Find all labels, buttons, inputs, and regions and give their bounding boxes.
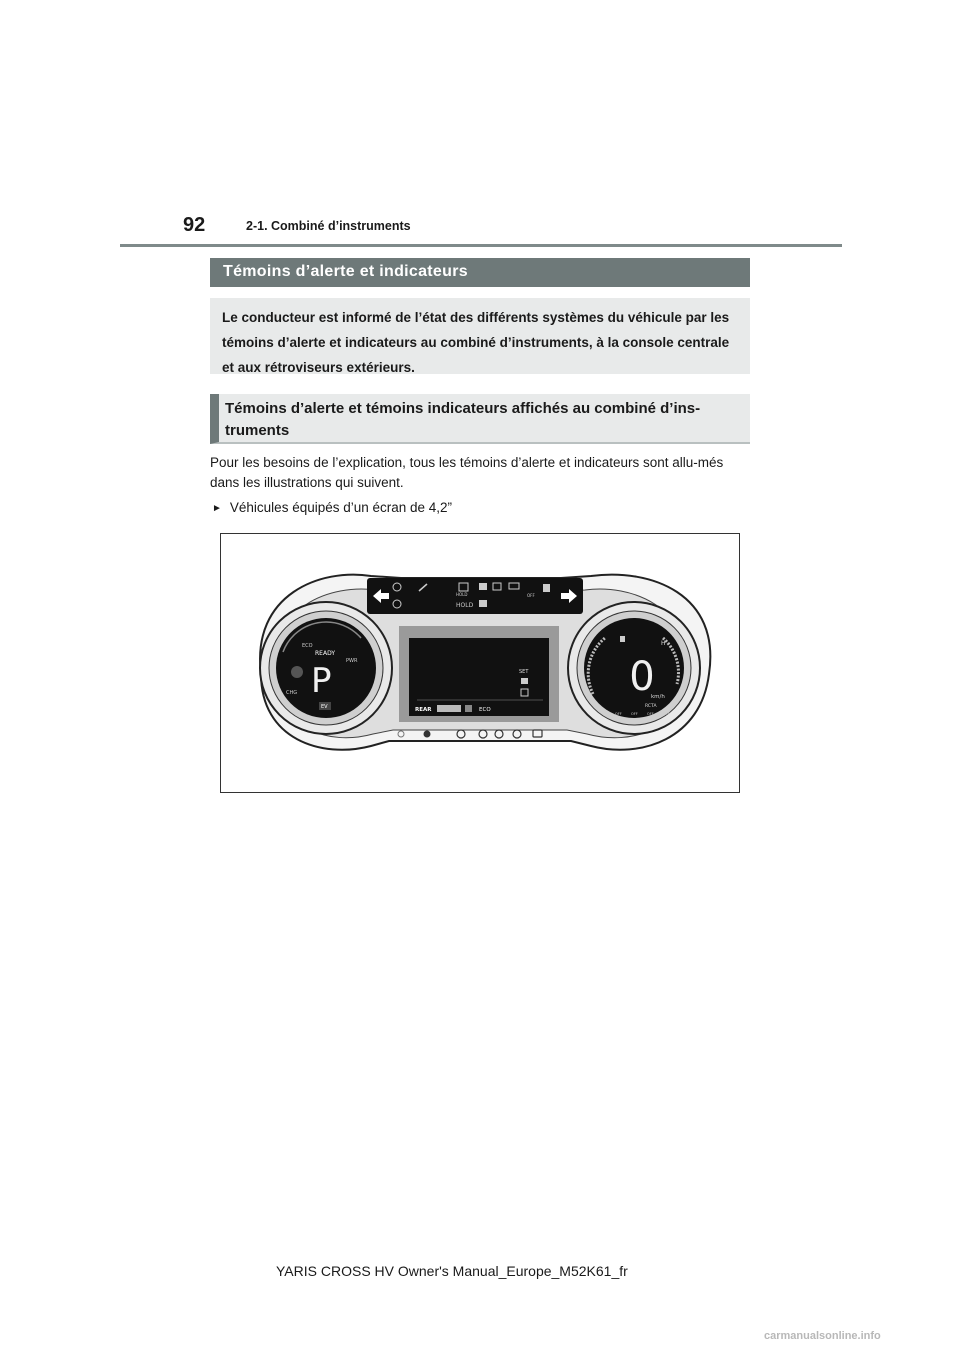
- cruise-set-indicator: SET: [519, 669, 529, 675]
- instrument-cluster-illustration: [220, 533, 740, 793]
- intro-box: [210, 298, 750, 374]
- cluster-svg: [221, 534, 739, 792]
- watermark: carmanualsonline.info: [764, 1330, 881, 1342]
- intro-text: Le conducteur est informé de l’état des différents systèmes du véhicule par les témoins d’alerte et indicateurs au combiné d’instruments, à la console centrale et aux rétroviseurs extérieurs.: [222, 310, 730, 375]
- airbag-warning-icon: [424, 731, 431, 738]
- ev-mode-label: EV: [321, 704, 328, 710]
- eco-zone-label: ECO: [302, 643, 313, 649]
- shift-position: P: [311, 661, 332, 701]
- page-number: 92: [183, 214, 206, 236]
- rcta-off-label: OFF: [663, 712, 670, 716]
- rear-seatbelt-label: REAR: [415, 707, 432, 713]
- headlight-icon: [479, 583, 487, 590]
- speed-unit: km/h: [651, 694, 665, 700]
- pwr-zone-label: PWR: [346, 658, 358, 664]
- box-title: Témoins d’alerte et indicateurs: [210, 258, 750, 287]
- chg-zone-label: CHG: [286, 690, 298, 696]
- pcs-off-label: OFF: [615, 712, 622, 716]
- body-text: Pour les besoins de l’explication, tous les témoins d’alerte et indicateurs sont allu-més dans les illustrations qui suivent.: [210, 455, 724, 490]
- passenger-airbag-icon: [465, 705, 472, 712]
- multi-information-display: [409, 638, 549, 716]
- footer-manual-title: YARIS CROSS HV Owner's Manual_Europe_M52K61_fr: [276, 1263, 628, 1279]
- temperature-hot-label: H: [661, 640, 666, 647]
- hold-label: HOLD: [456, 602, 474, 609]
- bullet-item: [212, 498, 452, 520]
- lda-off-label: OFF: [631, 712, 638, 716]
- rcta-label: RCTA: [645, 704, 657, 709]
- vsc-off-icon: [543, 584, 550, 592]
- ev-indicator-icon: [291, 666, 303, 678]
- fuel-icon: [620, 636, 625, 642]
- bsm-off-label: OFF: [647, 712, 654, 716]
- section-title: 2-1. Combiné d’instruments: [246, 219, 411, 233]
- speedometer-value: 0: [629, 654, 655, 700]
- eco-drive-indicator: ECO: [479, 707, 491, 713]
- bullet-text: Véhicules équipés d’un écran de 4,2”: [229, 500, 453, 515]
- high-beam-icon: [479, 600, 487, 607]
- hold-label-top: HOLD: [456, 592, 468, 597]
- off-label-panel: OFF: [527, 593, 535, 598]
- lane-assist-icon: [521, 678, 528, 684]
- ready-indicator: READY: [315, 650, 336, 657]
- triangle-bullet-icon: ►: [212, 503, 222, 514]
- subsection-title: Témoins d’alerte et témoins indicateurs affichés au combiné d’ins-truments: [210, 394, 750, 444]
- header-rule: [120, 244, 842, 247]
- rear-seatbelt-icon: [437, 705, 461, 712]
